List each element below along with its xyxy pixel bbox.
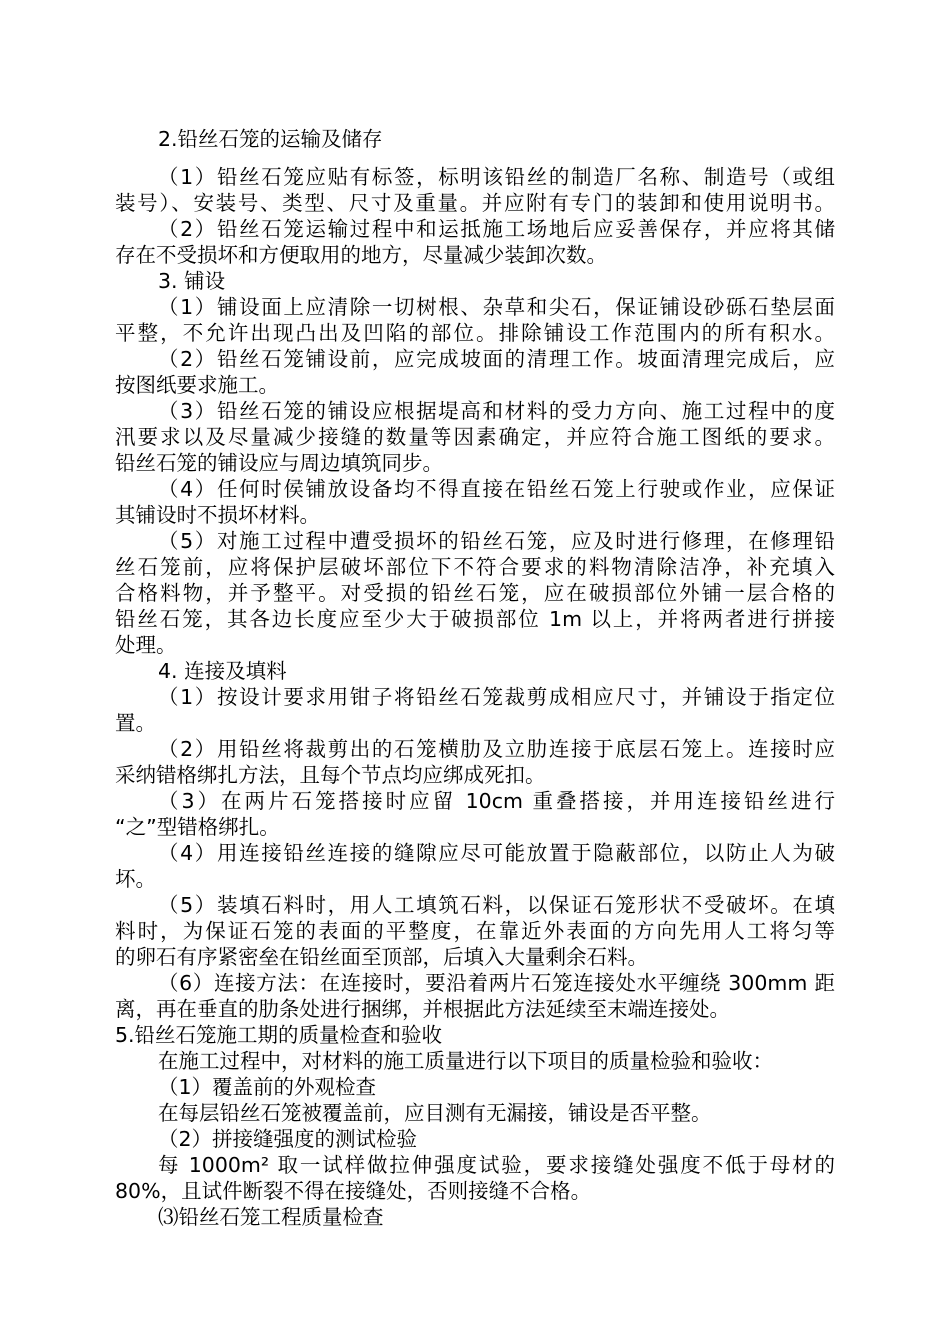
text-line: （6）连接方法：在连接时，要沿着两片石笼连接处水平缠绕 300mm 距 — [158, 971, 835, 995]
text-line: （4）任何时侯铺放设备均不得直接在铅丝石笼上行驶或作业，应保证 — [158, 477, 835, 501]
text-line: 处理。 — [115, 633, 177, 657]
text-line: 80%，且试件断裂不得在接缝处，否则接缝不合格。 — [115, 1179, 592, 1203]
text-line: 在每层铅丝石笼被覆盖前，应目测有无漏接，铺设是否平整。 — [158, 1101, 712, 1125]
text-line: 铅丝石笼，其各边长度应至少大于破损部位 1m 以上，并将两者进行拼接 — [115, 607, 835, 631]
text-line: （3）在两片石笼搭接时应留 10cm 重叠搭接，并用连接铅丝进行 — [158, 789, 835, 813]
text-line: （1）铺设面上应清除一切树根、杂草和尖石，保证铺设砂砾石垫层面 — [158, 295, 835, 319]
text-line: 汛要求以及尽量减少接缝的数量等因素确定，并应符合施工图纸的要求。 — [115, 425, 835, 449]
text-line: 存在不受损坏和方便取用的地方，尽量减少装卸次数。 — [115, 243, 607, 267]
text-line: （5）装填石料时，用人工填筑石料，以保证石笼形状不受破坏。在填 — [158, 893, 835, 917]
text-line: 置。 — [115, 711, 156, 735]
text-line: （2）铅丝石笼运输过程中和运抵施工场地后应妥善保存，并应将其储 — [158, 217, 835, 241]
text-line: （2）拼接缝强度的测试检验 — [158, 1127, 418, 1151]
text-line: （5）对施工过程中遭受损坏的铅丝石笼，应及时进行修理，在修理铅 — [158, 529, 835, 553]
text-line: ⑶铅丝石笼工程质量检查 — [158, 1205, 384, 1229]
text-line: 3. 铺设 — [158, 269, 226, 293]
text-line: 采纳错格绑扎方法，且每个节点均应绑成死扣。 — [115, 763, 546, 787]
text-line: 铅丝石笼的铺设应与周边填筑同步。 — [115, 451, 443, 475]
text-line: （4）用连接铅丝连接的缝隙应尽可能放置于隐蔽部位，以防止人为破 — [158, 841, 835, 865]
text-line: “之”型错格绑扎。 — [115, 815, 280, 839]
text-line: （1）覆盖前的外观检查 — [158, 1075, 377, 1099]
text-line: （2）铅丝石笼铺设前，应完成坡面的清理工作。坡面清理完成后，应 — [158, 347, 835, 371]
text-line: 丝石笼前，应将保护层破坏部位下不符合要求的料物清除洁净，补充填入 — [115, 555, 835, 579]
text-line: 料时，为保证石笼的表面的平整度，在靠近外表面的方向先用人工将匀等 — [115, 919, 835, 943]
text-line: 合格料物，并予整平。对受损的铅丝石笼，应在破损部位外铺一层合格的 — [115, 581, 835, 605]
text-line: 离，再在垂直的肋条处进行捆绑，并根据此方法延续至末端连接处。 — [115, 997, 730, 1021]
text-line: （2）用铅丝将裁剪出的石笼横肋及立肋连接于底层石笼上。连接时应 — [158, 737, 835, 761]
text-line: 的卵石有序紧密垒在铅丝面至顶部，后填入大量剩余石料。 — [115, 945, 648, 969]
text-line: 其铺设时不损坏材料。 — [115, 503, 320, 527]
text-line: 坏。 — [115, 867, 156, 891]
text-line: 2.铅丝石笼的运输及储存 — [158, 127, 383, 151]
text-line: （1）按设计要求用钳子将铅丝石笼裁剪成相应尺寸，并铺设于指定位 — [158, 685, 835, 709]
text-line: 5.铅丝石笼施工期的质量检查和验收 — [115, 1023, 443, 1047]
text-line: 每 1000m² 取一试样做拉伸强度试验，要求接缝处强度不低于母材的 — [158, 1153, 835, 1177]
text-line: 平整，不允许出现凸出及凹陷的部位。排除铺设工作范围内的所有积水。 — [115, 321, 835, 345]
text-line: （1）铅丝石笼应贴有标签，标明该铅丝的制造厂名称、制造号（或组 — [158, 165, 835, 189]
text-line: 在施工过程中，对材料的施工质量进行以下项目的质量检验和验收： — [158, 1049, 773, 1073]
text-line: 4. 连接及填料 — [158, 659, 287, 683]
text-line: （3）铅丝石笼的铺设应根据堤高和材料的受力方向、施工过程中的度 — [158, 399, 835, 423]
text-line: 按图纸要求施工。 — [115, 373, 279, 397]
text-line: 装号）、安装号、类型、尺寸及重量。并应附有专门的装卸和使用说明书。 — [115, 191, 835, 215]
